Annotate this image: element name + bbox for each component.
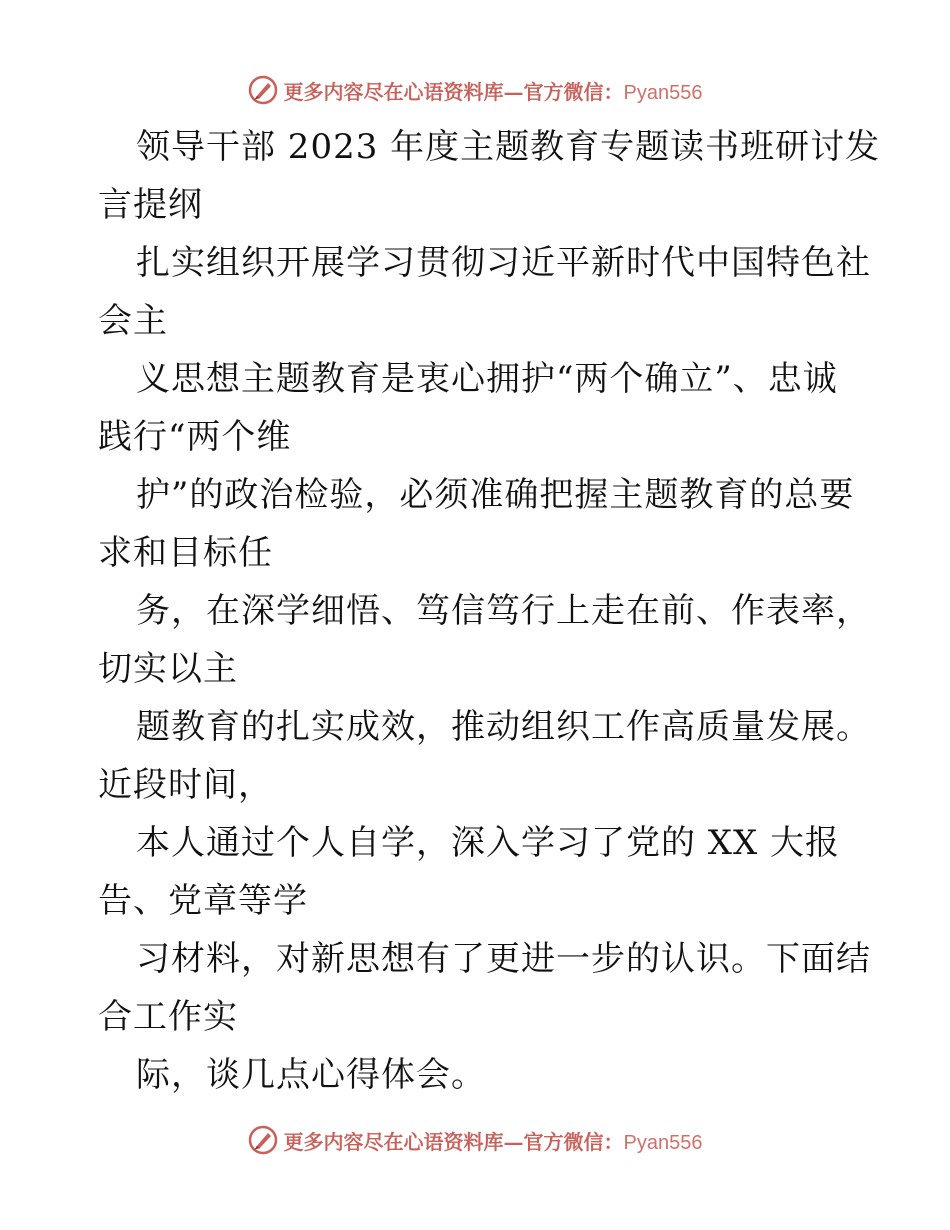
paragraph-line: 领导干部 2023 年度主题教育专题读书班研讨发 [136, 127, 881, 167]
paragraph-line: 践行“两个维 [98, 417, 292, 457]
paragraph-line: 切实以主 [98, 649, 238, 689]
paragraph-line: 告、党章等学 [98, 881, 308, 921]
watermark-text [284, 76, 703, 105]
paragraph-line: 近段时间， [98, 765, 273, 805]
watermark-wechat-id: Pyan556 [623, 1131, 703, 1154]
watermark-text [284, 1126, 703, 1155]
watermark-wechat-label: 官方微信： [523, 79, 624, 104]
paragraph-line: 习材料，对新思想有了更进一步的认识。下面结 [136, 939, 871, 979]
quill-pen-seal-icon [248, 1125, 278, 1155]
paragraph-line: 合工作实 [98, 997, 238, 1037]
watermark-wechat-id: Pyan556 [623, 81, 703, 104]
watermark-main-text: 更多内容尽在心语资料库— [283, 79, 524, 104]
quill-pen-seal-icon [248, 75, 278, 105]
paragraph-line: 会主 [98, 301, 168, 341]
watermark-wechat-label: 官方微信： [523, 1129, 624, 1154]
paragraph-line: 务，在深学细悟、笃信笃行上走在前、作表率， [136, 591, 871, 631]
paragraph-line: 义思想主题教育是衷心拥护“两个确立”、忠诚 [136, 359, 838, 399]
footer-watermark [0, 1120, 950, 1160]
paragraph-line: 际，谈几点心得体会。 [136, 1055, 486, 1095]
paragraph-line: 求和目标任 [98, 533, 273, 573]
paragraph-line: 题教育的扎实成效，推动组织工作高质量发展。 [136, 707, 871, 747]
paragraph-line: 本人通过个人自学，深入学习了党的 XX 大报 [136, 823, 841, 863]
watermark-main-text: 更多内容尽在心语资料库— [283, 1129, 524, 1154]
header-watermark [0, 70, 950, 110]
paragraph-line: 言提纲 [98, 185, 203, 225]
paragraph-line: 扎实组织开展学习贯彻习近平新时代中国特色社 [136, 243, 871, 283]
paragraph-line: 护”的政治检验，必须准确把握主题教育的总要 [136, 475, 855, 515]
document-body [98, 118, 881, 1104]
